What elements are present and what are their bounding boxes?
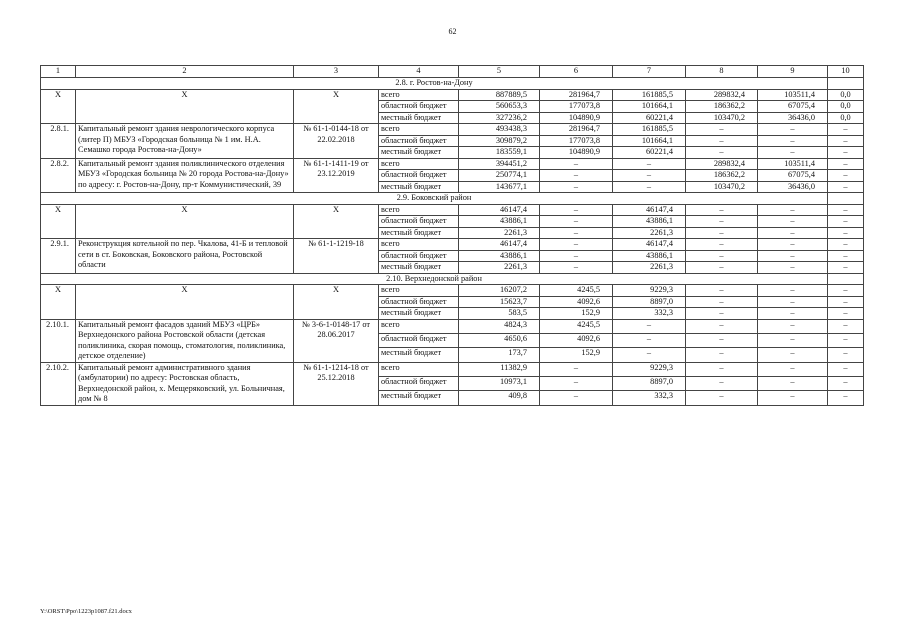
value-cell: – <box>686 285 758 297</box>
value-cell: 332,3 <box>613 308 686 320</box>
funding-source: областной бюджет <box>379 216 459 228</box>
value-cell: 289832,4 <box>686 158 758 170</box>
file-path-footer: Y:\ORST\Ppo\1223p1087.f21.docx <box>40 608 132 615</box>
col-header: 9 <box>758 66 828 78</box>
value-cell: 309879,2 <box>459 135 540 147</box>
funding-source: областной бюджет <box>379 296 459 308</box>
value-cell: 281964,7 <box>540 89 613 101</box>
value-cell: – <box>540 362 613 376</box>
value-cell: 0,0 <box>828 101 864 113</box>
section-title: 2.8. г. Ростов-на-Дону <box>41 78 828 90</box>
col-header: 10 <box>828 66 864 78</box>
value-cell: 104890,9 <box>540 112 613 124</box>
section-row <box>41 273 864 285</box>
value-cell: – <box>540 262 613 274</box>
table-row <box>41 124 864 136</box>
value-cell: – <box>686 227 758 239</box>
value-cell: 161885,5 <box>613 89 686 101</box>
table-row <box>41 362 864 376</box>
value-cell: 43886,1 <box>459 216 540 228</box>
value-cell: – <box>758 391 828 405</box>
item-number: 2.10.1. <box>41 319 76 362</box>
value-cell: – <box>613 348 686 362</box>
value-cell: – <box>828 124 864 136</box>
expertise-number: X <box>294 89 379 124</box>
value-cell: – <box>758 296 828 308</box>
value-cell: 15623,7 <box>459 296 540 308</box>
funding-source: местный бюджет <box>379 391 459 405</box>
value-cell: 0,0 <box>828 112 864 124</box>
value-cell: – <box>686 124 758 136</box>
col-header: 3 <box>294 66 379 78</box>
value-cell: 101664,1 <box>613 135 686 147</box>
value-cell: – <box>828 296 864 308</box>
value-cell: 4245,5 <box>540 319 613 333</box>
value-cell: – <box>758 376 828 390</box>
value-cell: – <box>540 391 613 405</box>
item-number: 2.9.1. <box>41 239 76 274</box>
section-row <box>41 78 864 90</box>
value-cell: – <box>758 262 828 274</box>
value-cell: – <box>540 204 613 216</box>
value-cell: 8897,0 <box>613 376 686 390</box>
value-cell: 67075,4 <box>758 101 828 113</box>
value-cell: – <box>758 319 828 333</box>
value-cell: – <box>686 262 758 274</box>
value-cell: 2261,3 <box>613 227 686 239</box>
item-number: X <box>41 204 76 239</box>
section-title: 2.9. Боковский район <box>41 193 828 205</box>
section-title: 2.10. Верхнедонской район <box>41 273 828 285</box>
value-cell: 161885,5 <box>613 124 686 136</box>
funding-source: областной бюджет <box>379 333 459 347</box>
expertise-number: X <box>294 204 379 239</box>
empty-cell <box>828 78 864 90</box>
value-cell: – <box>828 391 864 405</box>
value-cell: – <box>758 227 828 239</box>
value-cell: – <box>613 158 686 170</box>
object-name: X <box>76 285 294 320</box>
value-cell: – <box>758 362 828 376</box>
value-cell: 250774,1 <box>459 170 540 182</box>
item-number: X <box>41 89 76 124</box>
value-cell: 177073,8 <box>540 135 613 147</box>
value-cell: 2261,3 <box>459 227 540 239</box>
object-name: X <box>76 89 294 124</box>
value-cell: 103470,2 <box>686 112 758 124</box>
table-row <box>41 319 864 333</box>
table-row <box>41 89 864 101</box>
value-cell: 9229,3 <box>613 362 686 376</box>
value-cell: – <box>686 216 758 228</box>
value-cell: – <box>828 376 864 390</box>
col-header: 2 <box>76 66 294 78</box>
empty-cell <box>828 193 864 205</box>
value-cell: 16207,2 <box>459 285 540 297</box>
table-row <box>41 285 864 297</box>
value-cell: – <box>758 308 828 320</box>
value-cell: 4650,6 <box>459 333 540 347</box>
value-cell: 103511,4 <box>758 89 828 101</box>
value-cell: 281964,7 <box>540 124 613 136</box>
value-cell: – <box>686 296 758 308</box>
funding-source: областной бюджет <box>379 170 459 182</box>
col-header: 6 <box>540 66 613 78</box>
section-row <box>41 193 864 205</box>
funding-source: областной бюджет <box>379 135 459 147</box>
value-cell: – <box>828 158 864 170</box>
expertise-number: № 61-1-0144-18 от 22.02.2018 <box>294 124 379 159</box>
value-cell: – <box>828 170 864 182</box>
value-cell: 327236,2 <box>459 112 540 124</box>
value-cell: – <box>758 348 828 362</box>
funding-table <box>40 65 864 406</box>
value-cell: 152,9 <box>540 308 613 320</box>
value-cell: – <box>828 250 864 262</box>
value-cell: 8897,0 <box>613 296 686 308</box>
value-cell: – <box>686 376 758 390</box>
item-number: X <box>41 285 76 320</box>
value-cell: 583,5 <box>459 308 540 320</box>
value-cell: 173,7 <box>459 348 540 362</box>
value-cell: – <box>758 147 828 159</box>
value-cell: 4092,6 <box>540 296 613 308</box>
funding-source: местный бюджет <box>379 227 459 239</box>
value-cell: – <box>686 348 758 362</box>
value-cell: 103511,4 <box>758 158 828 170</box>
funding-source: местный бюджет <box>379 308 459 320</box>
funding-source: всего <box>379 89 459 101</box>
column-number-header <box>41 66 864 78</box>
object-name: Капитальный ремонт здания поликлинического отделения МБУЗ «Городская больница № 20 города Ростова-на-Дону» по адресу: г. Ростов-на-Дону, пр-т Коммунистический, 39 <box>76 158 294 193</box>
value-cell: 4824,3 <box>459 319 540 333</box>
value-cell: 493438,3 <box>459 124 540 136</box>
value-cell: – <box>540 227 613 239</box>
value-cell: 46147,4 <box>613 239 686 251</box>
funding-source: областной бюджет <box>379 376 459 390</box>
expertise-number: № 3-6-1-0148-17 от 28.06.2017 <box>294 319 379 362</box>
value-cell: – <box>828 227 864 239</box>
value-cell: – <box>540 181 613 193</box>
value-cell: – <box>828 181 864 193</box>
object-name: Капитальный ремонт здания неврологического корпуса (литер П) МБУЗ «Городская больница № 1 им. Н.А. Семашко города Ростова-на-Дону» <box>76 124 294 159</box>
funding-source: местный бюджет <box>379 262 459 274</box>
value-cell: 9229,3 <box>613 285 686 297</box>
funding-source: областной бюджет <box>379 250 459 262</box>
value-cell: 4245,5 <box>540 285 613 297</box>
value-cell: 60221,4 <box>613 112 686 124</box>
value-cell: 143677,1 <box>459 181 540 193</box>
value-cell: – <box>686 204 758 216</box>
value-cell: 46147,4 <box>459 204 540 216</box>
value-cell: 104890,9 <box>540 147 613 159</box>
value-cell: 43886,1 <box>613 216 686 228</box>
value-cell: 186362,2 <box>686 101 758 113</box>
funding-source: всего <box>379 124 459 136</box>
table-row <box>41 158 864 170</box>
value-cell: – <box>828 135 864 147</box>
value-cell: – <box>758 135 828 147</box>
value-cell: – <box>758 250 828 262</box>
funding-source: всего <box>379 285 459 297</box>
col-header: 8 <box>686 66 758 78</box>
item-number: 2.10.2. <box>41 362 76 405</box>
value-cell: 10973,1 <box>459 376 540 390</box>
value-cell: 332,3 <box>613 391 686 405</box>
col-header: 4 <box>379 66 459 78</box>
value-cell: 394451,2 <box>459 158 540 170</box>
value-cell: – <box>540 216 613 228</box>
value-cell: – <box>686 250 758 262</box>
funding-source: областной бюджет <box>379 101 459 113</box>
value-cell: – <box>540 170 613 182</box>
value-cell: – <box>828 333 864 347</box>
value-cell: – <box>758 239 828 251</box>
value-cell: – <box>540 376 613 390</box>
value-cell: 183559,1 <box>459 147 540 159</box>
value-cell: – <box>758 124 828 136</box>
object-name: X <box>76 204 294 239</box>
value-cell: 0,0 <box>828 89 864 101</box>
value-cell: 36436,0 <box>758 112 828 124</box>
value-cell: 60221,4 <box>613 147 686 159</box>
funding-source: всего <box>379 362 459 376</box>
value-cell: – <box>828 216 864 228</box>
col-header: 1 <box>41 66 76 78</box>
funding-source: местный бюджет <box>379 147 459 159</box>
value-cell: – <box>828 308 864 320</box>
value-cell: 2261,3 <box>459 262 540 274</box>
value-cell: – <box>828 147 864 159</box>
value-cell: – <box>540 239 613 251</box>
value-cell: 560653,3 <box>459 101 540 113</box>
expertise-number: № 61-1-1411-19 от 23.12.2019 <box>294 158 379 193</box>
object-name: Капитальный ремонт фасадов зданий МБУЗ «ЦРБ» Верхнедонского района Ростовской области (детская поликлиника, скорая помощь, стоматология, поликлиника, детское отделение) <box>76 319 294 362</box>
funding-source: всего <box>379 319 459 333</box>
value-cell: 2261,3 <box>613 262 686 274</box>
col-header: 7 <box>613 66 686 78</box>
funding-source: всего <box>379 158 459 170</box>
col-header: 5 <box>459 66 540 78</box>
funding-source: местный бюджет <box>379 112 459 124</box>
value-cell: 46147,4 <box>613 204 686 216</box>
value-cell: 152,9 <box>540 348 613 362</box>
value-cell: 289832,4 <box>686 89 758 101</box>
value-cell: – <box>758 285 828 297</box>
value-cell: 43886,1 <box>613 250 686 262</box>
value-cell: – <box>758 216 828 228</box>
value-cell: – <box>828 348 864 362</box>
value-cell: – <box>828 204 864 216</box>
funding-source: всего <box>379 239 459 251</box>
value-cell: 101664,1 <box>613 101 686 113</box>
value-cell: – <box>686 308 758 320</box>
value-cell: – <box>686 333 758 347</box>
value-cell: – <box>613 181 686 193</box>
table-row <box>41 239 864 251</box>
value-cell: – <box>686 135 758 147</box>
value-cell: 409,8 <box>459 391 540 405</box>
value-cell: – <box>613 319 686 333</box>
funding-source: всего <box>379 204 459 216</box>
value-cell: – <box>686 319 758 333</box>
value-cell: 46147,4 <box>459 239 540 251</box>
value-cell: – <box>828 239 864 251</box>
expertise-number: № 61-1-1219-18 <box>294 239 379 274</box>
object-name: Капитальный ремонт административного здания (амбулатории) по адресу: Ростовская область, Верхнедонской район, х. Мещеряковский, ул. Больничная, дом № 8 <box>76 362 294 405</box>
item-number: 2.8.2. <box>41 158 76 193</box>
value-cell: – <box>828 362 864 376</box>
value-cell: – <box>613 170 686 182</box>
value-cell: – <box>828 319 864 333</box>
funding-source: местный бюджет <box>379 348 459 362</box>
expertise-number: № 61-1-1214-18 от 25.12.2018 <box>294 362 379 405</box>
value-cell: 887889,5 <box>459 89 540 101</box>
funding-source: местный бюджет <box>379 181 459 193</box>
value-cell: 4092,6 <box>540 333 613 347</box>
value-cell: – <box>828 262 864 274</box>
value-cell: 11382,9 <box>459 362 540 376</box>
value-cell: – <box>828 285 864 297</box>
value-cell: – <box>686 147 758 159</box>
page-number: 62 <box>448 27 457 36</box>
item-number: 2.8.1. <box>41 124 76 159</box>
value-cell: 67075,4 <box>758 170 828 182</box>
value-cell: – <box>686 239 758 251</box>
value-cell: 177073,8 <box>540 101 613 113</box>
value-cell: – <box>686 362 758 376</box>
value-cell: 36436,0 <box>758 181 828 193</box>
value-cell: – <box>686 391 758 405</box>
value-cell: – <box>758 204 828 216</box>
object-name: Реконструкция котельной по пер. Чкалова, 41-Б и тепловой сети в ст. Боковская, Боковского района, Ростовской области <box>76 239 294 274</box>
value-cell: – <box>540 158 613 170</box>
value-cell: 103470,2 <box>686 181 758 193</box>
expertise-number: X <box>294 285 379 320</box>
value-cell: 186362,2 <box>686 170 758 182</box>
value-cell: 43886,1 <box>459 250 540 262</box>
value-cell: – <box>540 250 613 262</box>
value-cell: – <box>758 333 828 347</box>
value-cell: – <box>613 333 686 347</box>
empty-cell <box>828 273 864 285</box>
table-row <box>41 204 864 216</box>
